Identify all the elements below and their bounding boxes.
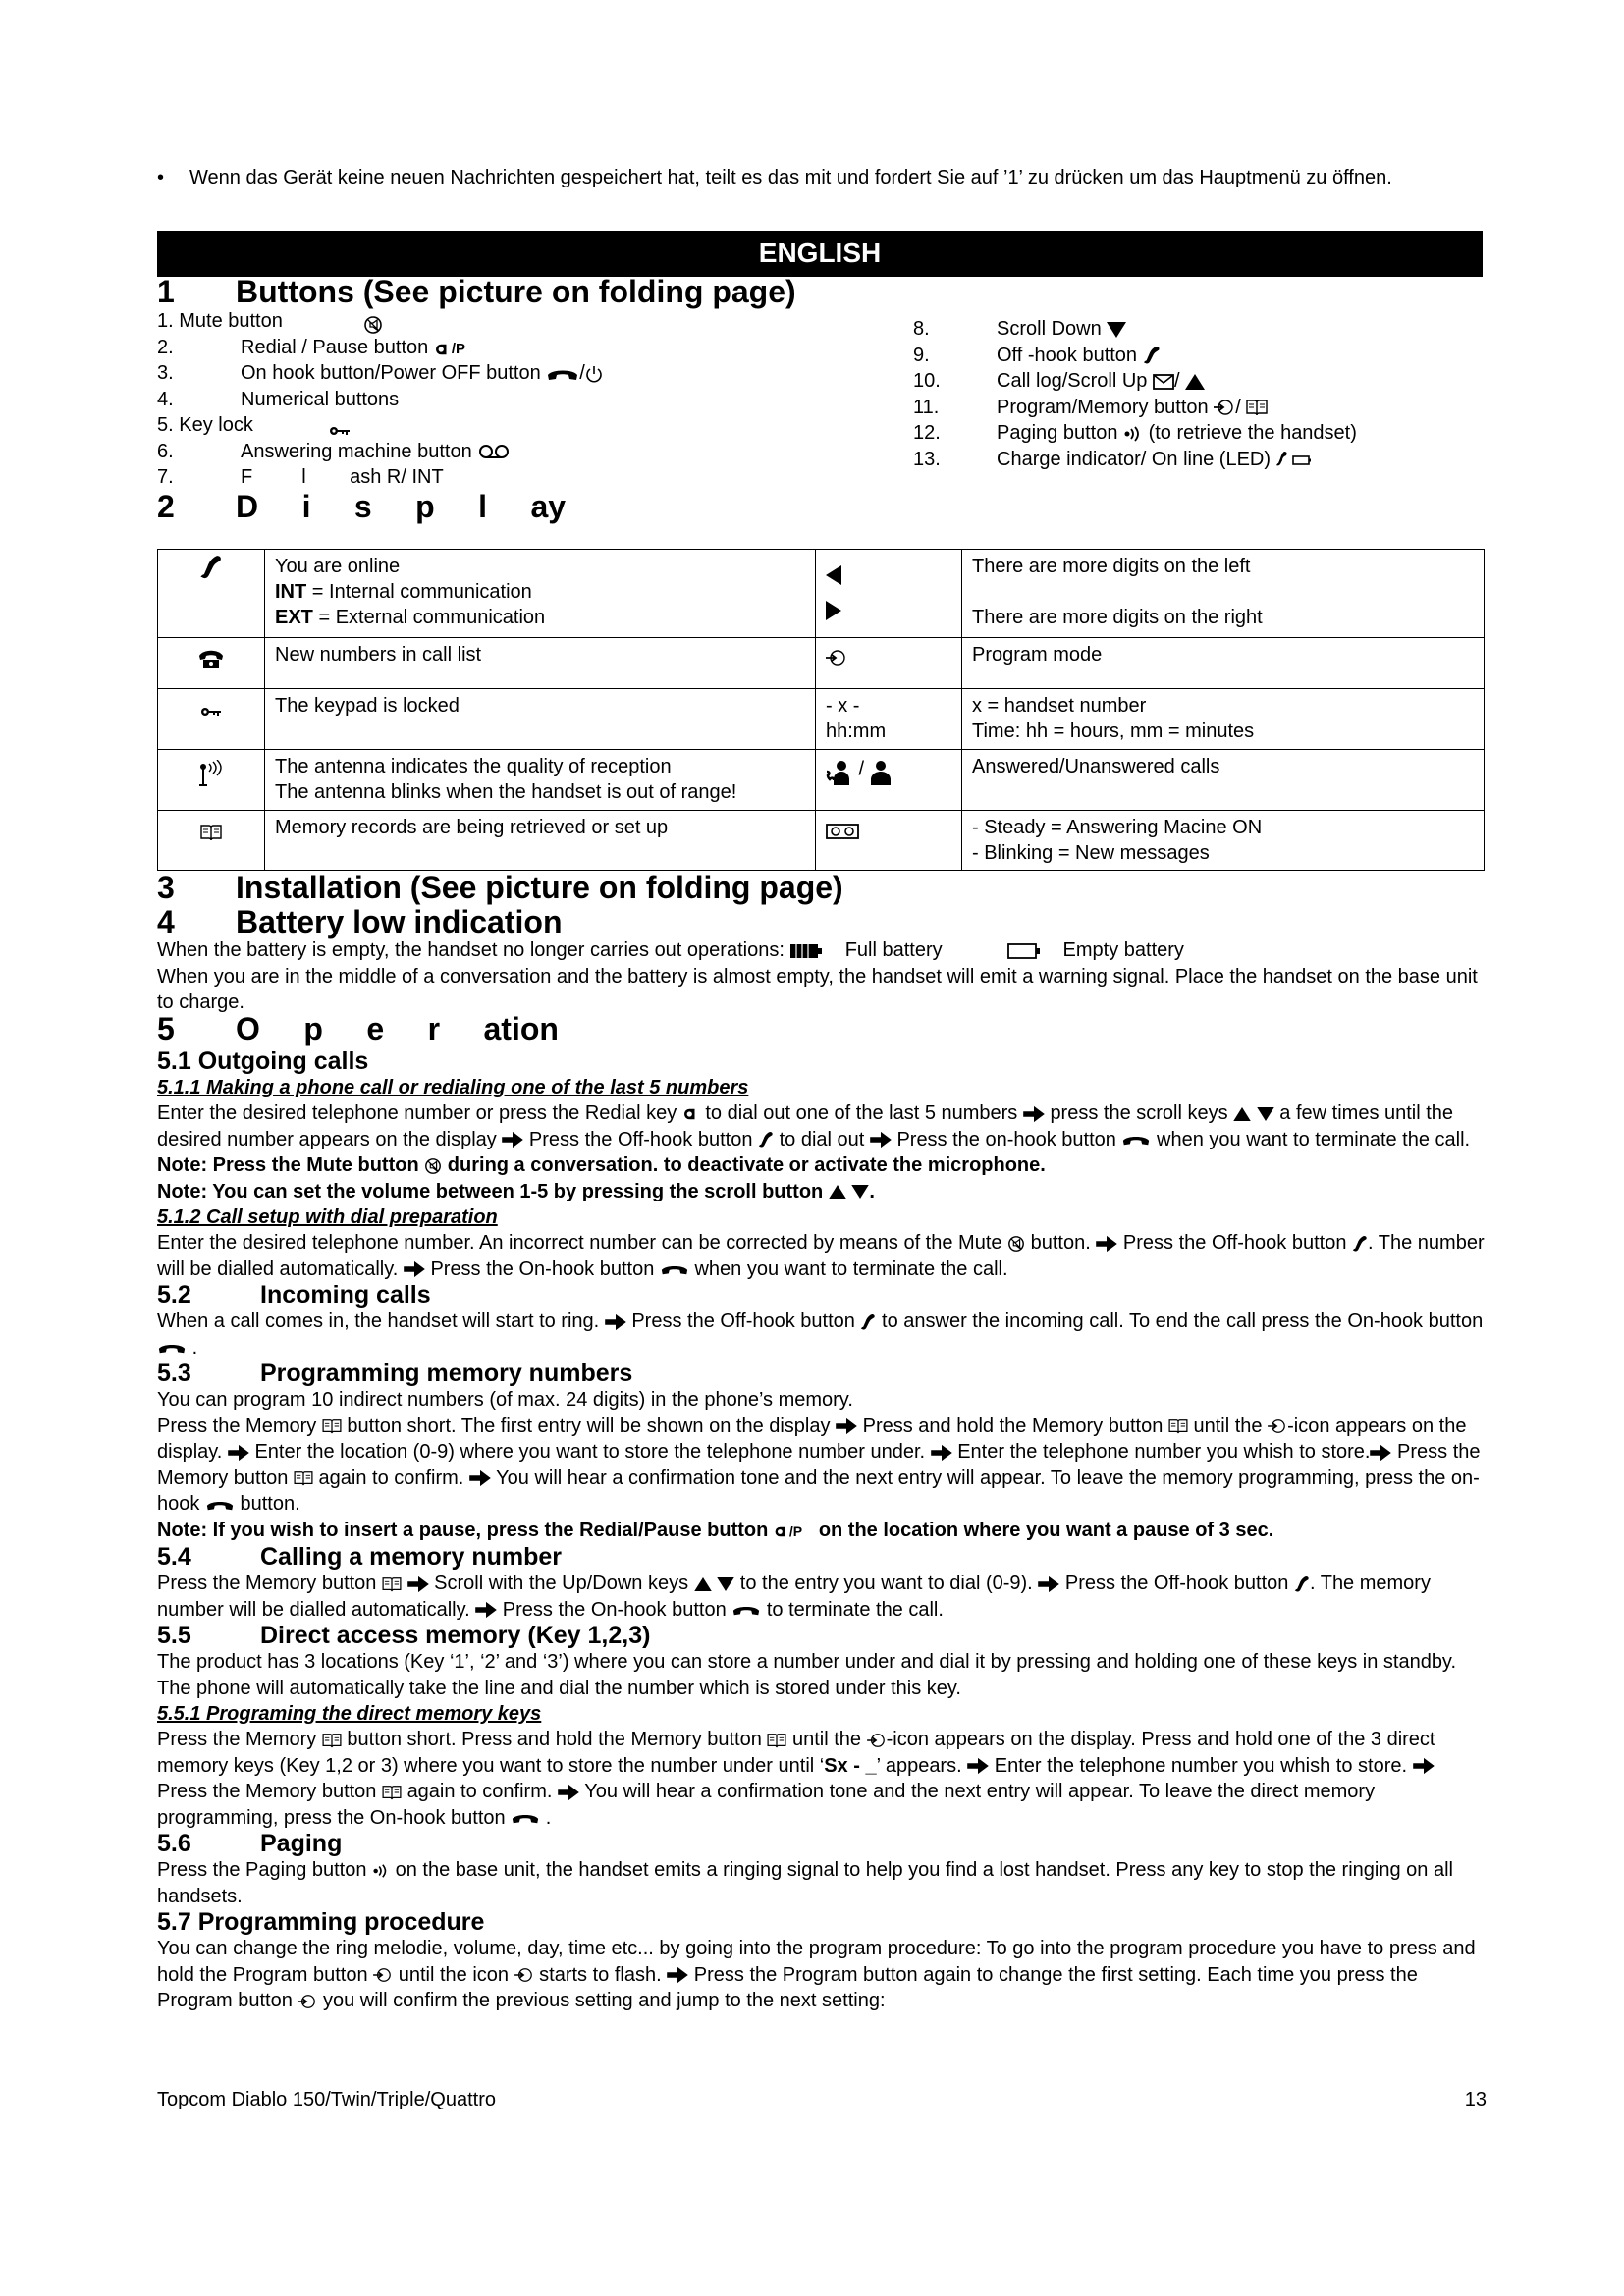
charge-icon (1276, 449, 1312, 470)
arrow-icon (502, 1129, 523, 1150)
cell-line: x = handset number (972, 695, 1147, 717)
book-icon (767, 1729, 786, 1750)
bullet-dot: • (157, 167, 165, 188)
full-battery-label: Full battery (844, 939, 943, 961)
table-row (158, 811, 1485, 871)
off-hook-icon (860, 1310, 876, 1332)
item-label: Call log/Scroll Up (997, 370, 1148, 392)
item-number: 12. (913, 422, 941, 444)
on-hook-icon (157, 1337, 187, 1359)
section-title: Buttons (See picture on folding page) (236, 274, 796, 309)
arrow-icon (836, 1415, 857, 1437)
on-hook-icon (660, 1258, 689, 1280)
book-icon (322, 1415, 342, 1437)
program-icon (373, 1964, 393, 1986)
cell-line: - x - (826, 695, 860, 717)
arrow-icon (931, 1441, 952, 1463)
battery-line: When the battery is empty, the handset no longer carries out operations: (157, 939, 785, 961)
table-row: The antenna indicates the quality of reception The antenna blinks when the handset is out of range! / Answered/Unanswered calls (158, 750, 1485, 811)
display-table (157, 549, 1485, 871)
bullet-text: Wenn das Gerät keine neuen Nachrichten gespeichert hat, teilt es das mit und fordert Sie auf ’1’ zu drücken um das Hauptmenü zu öffnen. (189, 167, 1392, 188)
item-label: Paging button (997, 422, 1118, 444)
off-hook-icon (1143, 345, 1161, 366)
section-number: 1 (157, 274, 175, 309)
tape-icon (816, 811, 962, 871)
section-number: 3 (157, 870, 175, 905)
program-icon (867, 1729, 887, 1750)
note-pause: Note: If you wish to insert a pause, press the Redial/Pause button /P on the location where you want a pause of 3 sec. (157, 1519, 1274, 1541)
section-number: 4 (157, 904, 175, 939)
heading-5-5-1: 5.5.1 Programing the direct memory keys (157, 1703, 542, 1725)
heading-5-3: 5.3 Programming memory numbers (157, 1360, 633, 1387)
top-bullet (157, 165, 1483, 190)
on-hook-icon (1121, 1129, 1151, 1150)
arrow-icon (407, 1573, 429, 1594)
item-number: 3. (157, 362, 174, 384)
answered-icon (826, 758, 853, 779)
section-4-body (157, 937, 1487, 1016)
arrow-icon (558, 1781, 579, 1802)
arrow-icon (228, 1441, 249, 1463)
item-number: 10. (913, 370, 941, 392)
arrow-icon (605, 1310, 626, 1332)
item-number: 4. (157, 388, 174, 410)
arrow-icon (469, 1468, 491, 1489)
left-arrow-icon (826, 561, 951, 587)
paragraph-5-1-1: Enter the desired telephone number or press the Redial key to dial out one of the last 5 numbers press the scroll keys a few times until the desired number appears on the display Press the Off-hook button to dial out Press the on-hook button when you want to terminate the call. (157, 1102, 1471, 1150)
table-row (158, 638, 1485, 689)
mute-icon (1007, 1232, 1025, 1254)
arrow-icon (404, 1258, 425, 1280)
section-3-heading (157, 870, 843, 905)
arrow-icon (870, 1129, 892, 1150)
cell-line: hh:mm (826, 721, 887, 742)
cell-line: There are more digits on the left (972, 556, 1251, 577)
cell-line: Program mode (962, 638, 1485, 689)
item-label-extra: (to retrieve the handset) (1148, 422, 1357, 444)
item-label: F l ash R/ INT (241, 466, 444, 488)
program-icon (1268, 1415, 1287, 1437)
paragraph-5-3: Press the Memory button short. The first entry will be shown on the display Press and hold the Memory button until the -icon appears on the display. Enter the location (0-9) where you want to store the telephone number under. Enter the telephone number you whish to store. Press the Memory button again to confirm. You will hear a confirmation tone and the next entry will appear. To leave the memory programming, press the on-hook button. (157, 1415, 1481, 1515)
list-item (913, 447, 1483, 473)
list-item (913, 343, 1483, 369)
mute-icon (363, 311, 383, 337)
list-item (157, 464, 795, 491)
list-item: 10. Call log/Scroll Up / (913, 368, 1483, 395)
off-hook-icon (758, 1129, 774, 1150)
power-icon (585, 362, 603, 384)
item-number: 8. (913, 318, 930, 340)
arrow-icon (667, 1964, 688, 1986)
paging-icon (372, 1859, 390, 1881)
arrow-icon (1370, 1441, 1391, 1463)
scroll-up-icon (694, 1573, 712, 1594)
paragraph-5-3a: You can program 10 indirect numbers (of max. 24 digits) in the phone’s memory. (157, 1389, 853, 1411)
heading-5-6: 5.6 Paging (157, 1830, 343, 1857)
on-hook-icon (511, 1807, 540, 1829)
program-mode-icon (816, 638, 962, 689)
item-label: Program/Memory button (997, 396, 1209, 418)
paragraph-5-4: Press the Memory button Scroll with the Up/Down keys to the entry you want to dial (0-9). Press the Off-hook button . The memory number will be dialled automatically. Press the On-hook button to terminate the call. (157, 1573, 1431, 1621)
heading-5-2: 5.2 Incoming calls (157, 1281, 431, 1308)
cell-line: The keypad is locked (265, 689, 816, 750)
cell-line: The antenna blinks when the handset is out of range! (275, 781, 737, 803)
empty-battery-label: Empty battery (1062, 939, 1184, 961)
right-arrow-icon (826, 597, 951, 622)
footer-product: Topcom Diablo 150/Twin/Triple/Quattro (157, 2089, 496, 2110)
tape-icon (477, 441, 511, 462)
language-banner: ENGLISH (157, 231, 1483, 277)
item-number: 13. (913, 448, 941, 470)
paragraph-5-6: Press the Paging button on the base unit, the handset emits a ringing signal to help you find a lost handset. Press any key to stop the ringing on all handsets. (157, 1859, 1453, 1907)
list-item (157, 412, 795, 439)
mute-icon (424, 1154, 442, 1176)
scroll-up-icon (1185, 370, 1205, 392)
item-label: On hook button/Power OFF button (241, 362, 541, 384)
section-number: 2 (157, 489, 175, 524)
program-icon (298, 1990, 317, 2011)
paging-icon (1123, 422, 1143, 444)
list-item (157, 439, 795, 465)
on-hook-icon (546, 362, 579, 384)
heading-5-5: 5.5 Direct access memory (Key 1,2,3) (157, 1622, 651, 1649)
ext-label: EXT (275, 607, 313, 628)
list-item (913, 420, 1483, 447)
battery-full-icon (789, 939, 823, 961)
scroll-up-icon (829, 1181, 846, 1202)
arrow-icon (475, 1599, 497, 1621)
item-label: Charge indicator/ On line (LED) (997, 448, 1272, 470)
page-number: 13 (1464, 2089, 1487, 2110)
section-title: D i s p l ay (236, 489, 567, 524)
book-icon (382, 1573, 402, 1594)
cell-line: - Blinking = New messages (972, 842, 1210, 864)
item-label: Off -hook button (997, 344, 1138, 366)
scroll-down-icon (1257, 1102, 1274, 1124)
int-label: INT (275, 581, 307, 603)
cell-line: There are more digits on the right (972, 607, 1263, 628)
item-label: Scroll Down (997, 318, 1102, 340)
scroll-down-icon (1107, 318, 1126, 340)
section-5-body (157, 1048, 1487, 2014)
buttons-list-right (913, 316, 1483, 472)
book-icon (1246, 397, 1268, 418)
paragraph-5-5-1: Press the Memory button short. Press and hold the Memory button until the -icon appears on the display. Press and hold one of the 3 direct memory keys (Key 1,2 or 3) where you want to store the number under until ‘Sx - _’ appears. Enter the telephone number you whish to store. Press the Memory button again to confirm. You will hear a confirmation tone and the next entry will appear. To leave the direct memory programming, press the On-hook button . (157, 1729, 1435, 1829)
scroll-down-icon (851, 1181, 869, 1202)
section-title: Installation (See picture on folding page) (236, 870, 843, 905)
section-title: Battery low indication (236, 904, 563, 939)
heading-5-7: 5.7 Programming procedure (157, 1908, 485, 1936)
program-icon (1214, 397, 1235, 418)
cell-line: Time: hh = hours, mm = minutes (972, 721, 1255, 742)
cell-line: - Steady = Answering Macine ON (972, 817, 1263, 838)
redial-icon (682, 1102, 700, 1124)
on-hook-icon (731, 1599, 761, 1621)
arrow-icon (1413, 1755, 1435, 1777)
item-number: 2. (157, 336, 174, 358)
heading-5-1-1: 5.1.1 Making a phone call or redialing one of the last 5 numbers (157, 1077, 749, 1098)
envelope-icon (1153, 370, 1174, 392)
list-item: 11. Program/Memory button / (913, 395, 1483, 421)
unanswered-icon (870, 758, 892, 779)
table-row: You are online INT = Internal communication EXT = External communication There are more digits on the left There are more digits on the right (158, 550, 1485, 638)
item-number: 1. Mute button (157, 310, 283, 332)
battery-empty-icon (1007, 939, 1041, 961)
table-row (158, 689, 1485, 750)
note-volume: Note: You can set the volume between 1-5 by pressing the scroll button . (157, 1180, 875, 1202)
arrow-icon (1096, 1232, 1117, 1254)
item-number: 6. (157, 440, 174, 462)
section-2-heading (157, 489, 566, 524)
item-number: 7. (157, 466, 174, 488)
key-icon (158, 689, 265, 750)
redial-pause-icon: /P (434, 341, 465, 357)
call-list-icon (158, 638, 265, 689)
list-item (913, 316, 1483, 343)
cell-line: You are online (275, 556, 401, 577)
cell-line: New numbers in call list (265, 638, 816, 689)
off-hook-icon (1352, 1232, 1368, 1254)
item-label: Redial / Pause button (241, 336, 429, 358)
scroll-down-icon (717, 1573, 734, 1594)
heading-5-1-2: 5.1.2 Call setup with dial preparation (157, 1206, 498, 1228)
list-item: 3. On hook button/Power OFF button / (157, 360, 795, 387)
arrow-icon (1023, 1102, 1045, 1124)
antenna-icon (158, 750, 265, 811)
program-icon (514, 1964, 534, 1986)
section-1-heading (157, 274, 796, 309)
list-item (157, 387, 795, 413)
cell-line: Answered/Unanswered calls (962, 750, 1485, 811)
section-number: 5 (157, 1011, 175, 1046)
list-item (157, 335, 795, 361)
book-icon (382, 1781, 402, 1802)
note-mute: Note: Press the Mute button during a conversation. to deactivate or activate the microphone. (157, 1154, 1046, 1176)
item-number: 9. (913, 344, 930, 366)
paragraph-5-7: You can change the ring melodie, volume, day, time etc... by going into the program procedure: To go into the program procedure you have to press and hold the Program button until the icon starts to flash. Press the Program button again to change the first setting. Each time you press the Program button you will confirm the previous setting and jump to the next setting: (157, 1938, 1476, 2011)
section-4-heading (157, 904, 562, 939)
paragraph-5-2: When a call comes in, the handset will start to ring. Press the Off-hook button to answer the incoming call. To end the call press the On-hook button . (157, 1310, 1484, 1359)
buttons-list-left (157, 308, 795, 491)
cell-line: The antenna indicates the quality of reception (275, 756, 672, 777)
heading-5-1: 5.1 Outgoing calls (157, 1047, 369, 1075)
item-label: Numerical buttons (241, 388, 400, 410)
list-item (157, 308, 795, 335)
battery-paragraph: When you are in the middle of a conversation and the battery is almost empty, the handset will emit a warning signal. Place the handset on the base unit to charge. (157, 965, 1478, 1013)
redial-pause-icon: /P (774, 1523, 802, 1539)
book-icon (322, 1729, 342, 1750)
paragraph-5-1-2: Enter the desired telephone number. An incorrect number can be corrected by means of the Mute button. Press the Off-hook button . The number will be dialled automatically. Press the On-hook button when you want to terminate the call. (157, 1232, 1485, 1280)
cell-line: Memory records are being retrieved or set up (265, 811, 816, 871)
book-icon (158, 811, 265, 871)
item-label: Answering machine button (241, 440, 472, 462)
book-icon (294, 1468, 313, 1489)
page-footer (157, 2089, 1487, 2111)
section-title: O p e r ation (236, 1011, 559, 1046)
off-hook-icon (1294, 1573, 1310, 1594)
item-number: 11. (913, 396, 940, 418)
item-number: 5. Key lock (157, 414, 253, 436)
scroll-up-icon (1233, 1102, 1251, 1124)
arrow-icon (967, 1755, 989, 1777)
heading-5-4: 5.4 Calling a memory number (157, 1543, 563, 1571)
section-5-heading (157, 1011, 559, 1046)
paragraph-5-5: The product has 3 locations (Key ‘1’, ‘2’ and ‘3’) where you can store a number under and dial it by pressing and holding one of these keys in standby. The phone will automatically take the line and dial the number which is stored under this key. (157, 1651, 1457, 1699)
on-hook-icon (205, 1493, 235, 1515)
arrow-icon (1038, 1573, 1059, 1594)
phone-online-icon (158, 550, 265, 638)
book-icon (1168, 1415, 1188, 1437)
